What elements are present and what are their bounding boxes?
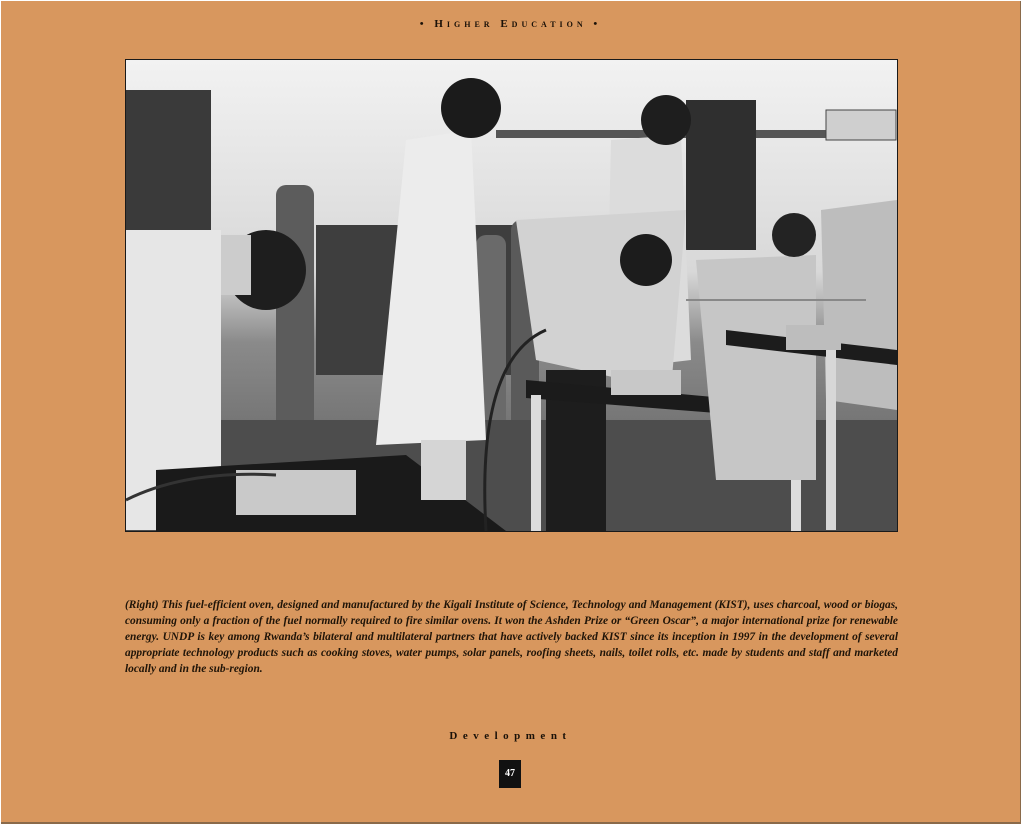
running-header (1, 18, 1020, 30)
workshop-photo (125, 59, 898, 532)
photo-caption: (Right) This fuel-efficient oven, designed and manufactured by the Kigali Institute of Science, Technology and Management (KIST), uses charcoal, wood or biogas, consuming only a fraction of the fuel normally required to fire similar ovens. It won the Ashden Prize or “Green Oscar”, a major international prize for renewable energy. UNDP is key among Rwanda’s bilateral and multilateral partners that have actively backed KIST since its inception in 1997 in the development of several appropriate technology products such as cooking stoves, water pumps, solar panels, roofing sheets, nails, toilet rolls, etc. made by students and staff and marketed locally and in the sub-region. (125, 599, 898, 675)
section-title: Development (449, 730, 572, 742)
workshop-photo-image (126, 60, 897, 531)
running-title: Higher Education (434, 18, 587, 30)
page (1, 1, 1021, 824)
bullet-right: • (593, 18, 602, 30)
page-number: 47 (499, 760, 521, 788)
bullet-left: • (419, 18, 428, 30)
